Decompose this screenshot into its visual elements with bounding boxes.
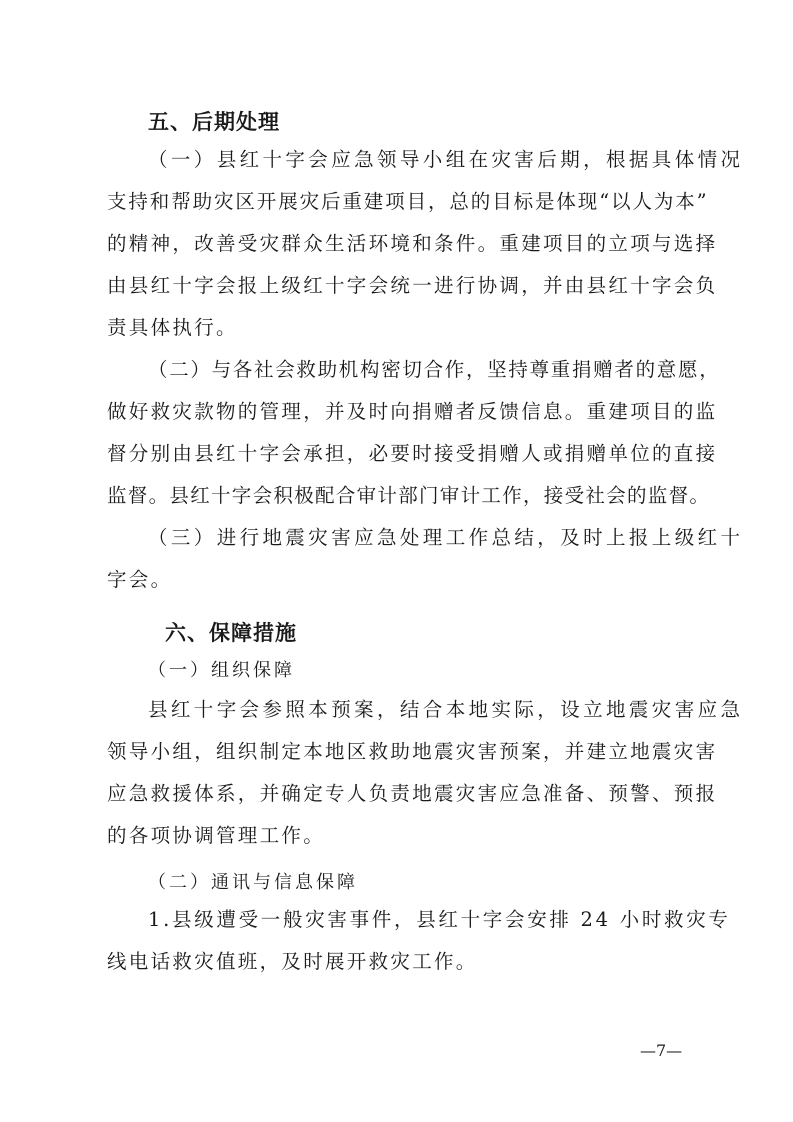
text-line: （一）县红十字会应急领导小组在灾害后期，根据具体情况: [148, 148, 744, 171]
subsection-heading-organization: （一）组织保障: [148, 660, 295, 681]
text-line: 监督。县红十字会积极配合审计部门审计工作，接受社会的监督。: [107, 484, 711, 507]
text-line: （三）进行地震灾害应急处理工作总结，及时上报上级红十: [148, 526, 744, 549]
text-line: 责具体执行。: [107, 316, 238, 339]
text-line: 的精神，改善受灾群众生活环境和条件。重建项目的立项与选择: [107, 232, 718, 255]
text-line: （二）与各社会救助机构密切合作，坚持尊重捐赠者的意愿，: [148, 358, 721, 381]
text-line: 1.县级遭受一般灾害事件，县红十字会安排 24 小时救灾专: [148, 908, 731, 931]
text-line: 字会。: [107, 568, 173, 591]
text-line: 由县红十字会报上级红十字会统一进行协调，并由县红十字会负: [107, 274, 718, 297]
text-line: 督分别由县红十字会承担，必要时接受捐赠人或捐赠单位的直接: [107, 442, 718, 465]
text-line: 县红十字会参照本预案，结合本地实际，设立地震灾害应急: [148, 698, 744, 721]
section-heading-5: 五、后期处理: [148, 110, 280, 134]
page-number: —7—: [640, 1041, 683, 1060]
text-line: 应急救援体系，并确定专人负责地震灾害应急准备、预警、预报: [107, 782, 718, 805]
text-line: 线电话救灾值班，及时展开救灾工作。: [107, 950, 478, 973]
text-line: 支持和帮助灾区开展灾后重建项目，总的目标是体现“以人为本”: [107, 190, 709, 213]
text-line: 领导小组，组织制定本地区救助地震灾害预案，并建立地震灾害: [107, 740, 718, 763]
text-line: 的各项协调管理工作。: [107, 824, 326, 847]
section-heading-6: 六、保障措施: [165, 621, 297, 645]
text-line: 做好救灾款物的管理，并及时向捐赠者反馈信息。重建项目的监: [107, 400, 718, 423]
subsection-heading-communication: （二）通讯与信息保障: [148, 872, 358, 893]
